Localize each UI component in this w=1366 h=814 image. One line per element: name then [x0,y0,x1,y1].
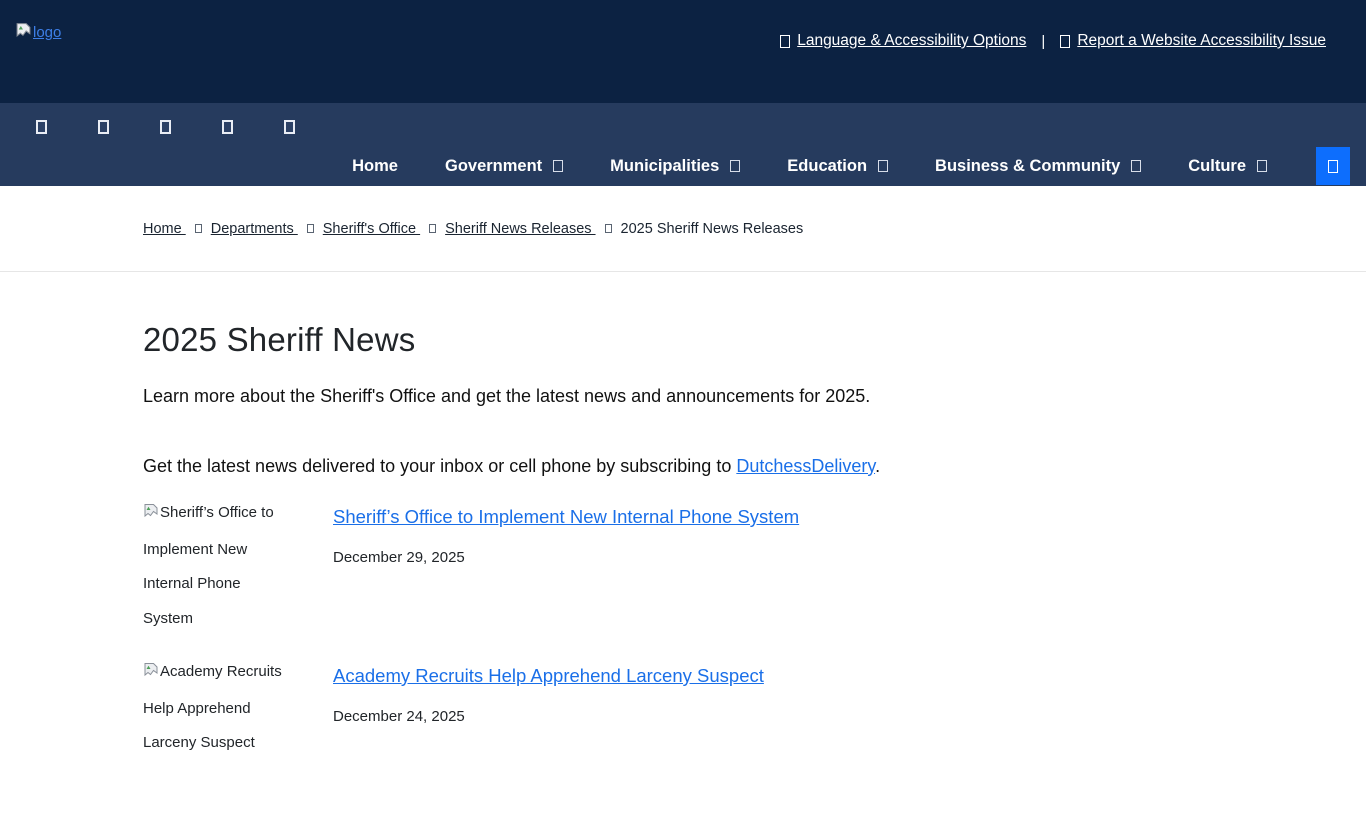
nav-item-municipalities[interactable] [610,158,740,175]
nav-item-education-label: Education [787,156,868,175]
language-accessibility-link[interactable] [780,32,1026,50]
accessibility-icon [780,35,790,48]
report-accessibility-issue-link[interactable] [1060,32,1326,50]
chevron-down-icon [1257,160,1267,172]
news-item [143,496,1366,655]
search-button[interactable] [1316,147,1350,185]
subscribe-text-after: . [875,456,881,476]
nav-item-government-label: Government [444,156,543,175]
menu-row [352,147,1350,185]
news-body [333,496,799,566]
breadcrumb-sheriffs-office[interactable]: Sheriff's Office [322,220,421,237]
nav-item-government[interactable] [445,158,563,175]
chevron-down-icon [878,160,888,172]
intro-text: Learn more about the Sheriff's Office and get the latest news and announcements for 2025. [143,386,871,406]
social-icon-4[interactable] [222,120,233,134]
social-icon-5[interactable] [284,120,295,134]
breadcrumb-home[interactable]: Home [143,220,186,237]
breadcrumb [143,221,803,237]
news-image-placeholder[interactable] [143,655,293,761]
page-title: 2025 Sheriff News [143,321,416,358]
social-icons-row [36,120,295,134]
nav-item-culture-label: Culture [1188,156,1246,175]
main-navigation [0,103,1366,186]
news-date: December 24, 2025 [333,708,465,726]
nav-item-home-label: Home [352,156,398,175]
header-utility-links [780,32,1326,50]
header-link-separator: | [1041,32,1046,50]
news-item [143,655,1366,814]
news-image-placeholder[interactable] [143,496,293,636]
logo-link[interactable] [15,24,61,43]
news-title-link[interactable]: Academy Recruits Help Apprehend Larceny Suspect [333,665,764,686]
chevron-down-icon [1131,160,1141,172]
chevron-down-icon [553,160,563,172]
social-icon-3[interactable] [160,120,171,134]
nav-item-home[interactable] [352,158,398,175]
breadcrumb-sheriff-news-releases[interactable]: Sheriff News Releases [445,220,596,237]
breadcrumb-section [0,186,1366,272]
social-icon-1[interactable] [36,120,47,134]
nav-item-business-community[interactable] [935,158,1141,175]
news-body [333,655,764,725]
nav-item-culture[interactable] [1188,158,1267,175]
report-issue-icon [1060,35,1070,48]
nav-item-municipalities-label: Municipalities [610,156,720,175]
news-list [143,496,1366,814]
nav-item-business-community-label: Business & Community [935,156,1121,175]
breadcrumb-departments[interactable]: Departments [210,220,298,237]
nav-item-education[interactable] [787,158,888,175]
language-accessibility-label: Language & Accessibility Options [797,32,1027,49]
news-title-link[interactable]: Sheriff’s Office to Implement New Internal Phone System [333,506,800,527]
news-image-alt-text: Sheriff’s Office to Implement New Internal Phone System [143,504,274,627]
subscribe-text-before: Get the latest news delivered to your inbox or cell phone by subscribing to [143,456,737,476]
breadcrumb-separator-icon [195,224,202,233]
news-date: December 29, 2025 [333,549,465,567]
logo-alt-text: logo [33,24,62,41]
social-icon-2[interactable] [98,120,109,134]
main-content [0,272,1366,814]
news-image-alt-text: Academy Recruits Help Apprehend Larceny Suspect [143,663,282,751]
chevron-down-icon [730,160,740,172]
breadcrumb-separator-icon [307,224,314,233]
broken-image-icon [143,506,159,523]
breadcrumb-separator-icon [429,224,436,233]
broken-image-icon [15,22,32,43]
broken-image-icon [143,665,159,682]
report-accessibility-issue-label: Report a Website Accessibility Issue [1077,32,1326,49]
top-header [0,0,1366,103]
dutchess-delivery-link[interactable]: DutchessDelivery [736,456,876,476]
breadcrumb-separator-icon [605,224,612,233]
subscribe-text [143,456,1366,477]
search-icon [1328,160,1338,173]
breadcrumb-current-page: 2025 Sheriff News Releases [620,220,804,237]
